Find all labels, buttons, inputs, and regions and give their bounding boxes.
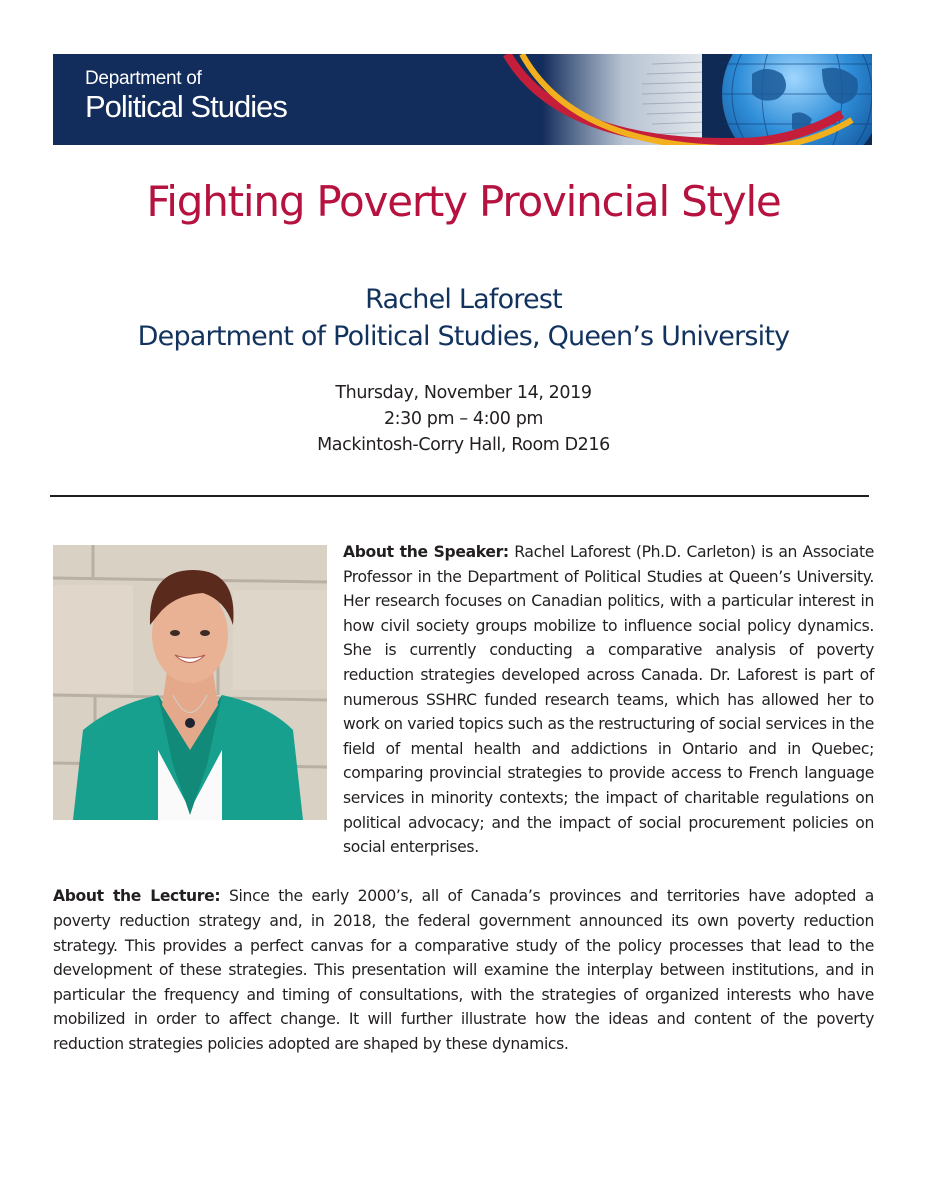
- body-text: [53, 540, 874, 1056]
- about-lecture-heading: About the Lecture:: [53, 887, 221, 906]
- about-lecture-paragraph: [53, 884, 874, 1056]
- banner-line-1: Department of: [85, 68, 202, 89]
- section-divider: [50, 495, 869, 497]
- banner-line-2: Political Studies: [85, 89, 287, 124]
- speaker-block: [0, 281, 927, 355]
- lecture-title: Fighting Poverty Provincial Style: [146, 177, 781, 226]
- speaker-name: Rachel Laforest: [365, 284, 562, 315]
- globe-swoosh-graphic: [502, 54, 872, 145]
- about-lecture-text: Since the early 2000’s, all of Canada’s provinces and territories have adopted a poverty reduction strategy and, in 2018, the federal government announced its own poverty reduction strategy. This provides a perfect canvas for a comparative study of the policy processes that lead to the development of these strategies. This presentation will examine the interplay between institutions, and in particular the frequency and timing of consultations, with the strategies of organized interests who have mobilized in order to affect change. It will further illustrate how the ideas and content of the poverty reduction strategies policies adopted are shaped by these dynamics.: [53, 887, 874, 1053]
- event-time: 2:30 pm – 4:00 pm: [383, 409, 544, 429]
- event-date: Thursday, November 14, 2019: [335, 383, 592, 403]
- department-banner: [53, 54, 872, 145]
- speaker-affiliation: Department of Political Studies, Queen’s University: [137, 321, 790, 352]
- department-logo-text: [85, 68, 287, 124]
- event-details: [0, 380, 927, 458]
- event-location: Mackintosh-Corry Hall, Room D216: [317, 435, 610, 455]
- photo-wrap-spacer: [53, 540, 343, 836]
- about-speaker-heading: About the Speaker:: [343, 543, 509, 561]
- about-speaker-text: Rachel Laforest (Ph.D. Carleton) is an Associate Professor in the Department of Political Studies at Queen’s University. Her research focuses on Canadian politics, with a particular interest in how civil society groups mobilize to influence social policy dynamics. She is currently conducting a comparative analysis of poverty reduction strategies developed across Canada. Dr. Laforest is part of numerous SSHRC funded research teams, which has allowed her to work on varied topics such as the restructuring of social services in the field of mental health and addictions in Ontario and in Quebec; comparing provincial strategies to provide access to French language services in minority contexts; the impact of charitable regulations on political advocacy; and the impact of social procurement policies on social enterprises.: [343, 543, 875, 857]
